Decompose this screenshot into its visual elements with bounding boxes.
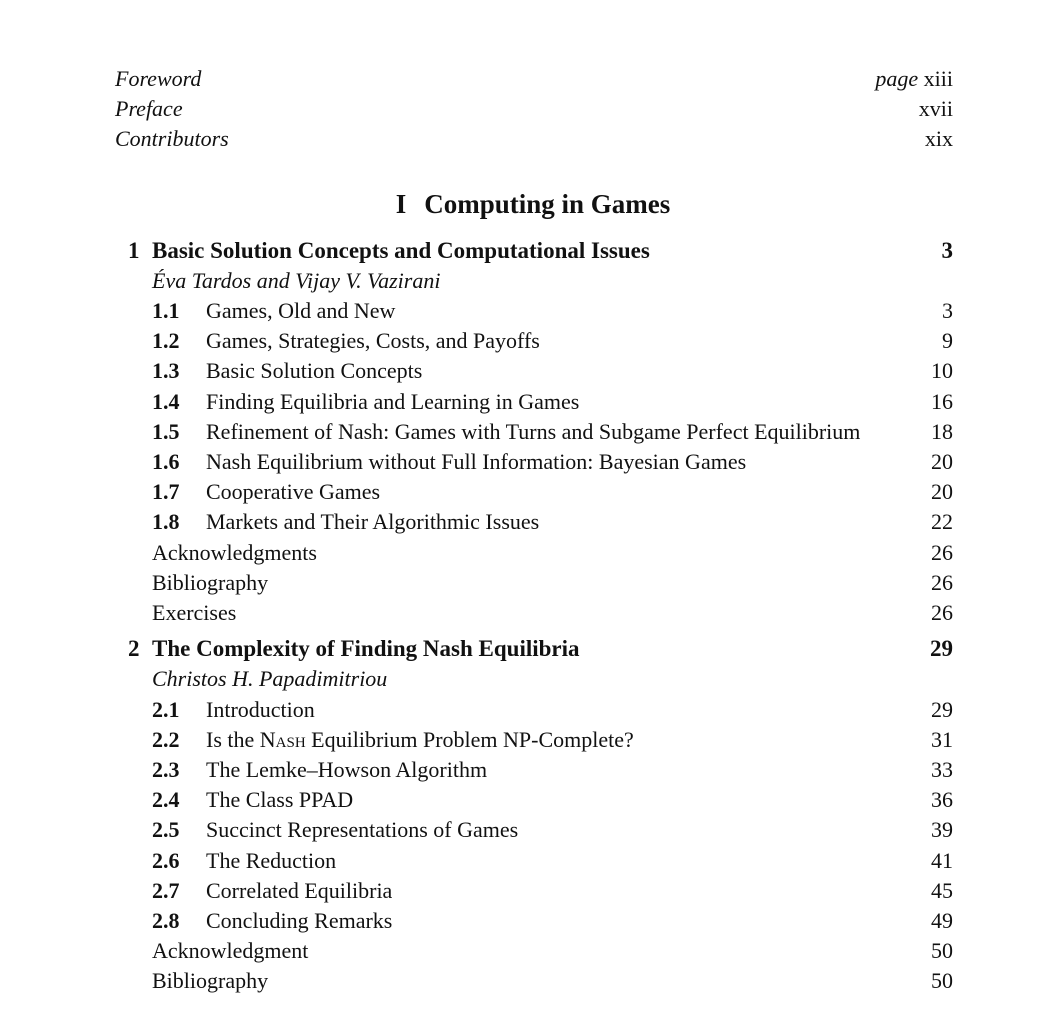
section-number: 1.6 — [152, 449, 180, 474]
toc-entry-preface[interactable] — [115, 94, 953, 124]
section-number: 2.5 — [152, 817, 180, 842]
section-page: 22 — [931, 509, 953, 534]
section-title: The Lemke–Howson Algorithm — [206, 757, 488, 782]
page-number: xvii — [918, 96, 953, 121]
toc-entry-foreword[interactable] — [115, 64, 953, 94]
section-number: 2.1 — [152, 697, 180, 722]
section-page: 49 — [931, 908, 953, 933]
section-title: Markets and Their Algorithmic Issues — [206, 509, 540, 534]
toc-section-2-3[interactable] — [152, 755, 953, 785]
section-page: 16 — [931, 389, 953, 414]
section-page: 20 — [931, 449, 953, 474]
entry-title: Acknowledgment — [152, 938, 309, 963]
section-title: Succinct Representations of Games — [206, 817, 519, 842]
toc-section-1-3[interactable] — [152, 356, 953, 386]
section-number: 1.7 — [152, 479, 180, 504]
entry-title: Exercises — [152, 600, 237, 625]
toc-entry-acknowledgments[interactable] — [152, 538, 953, 568]
title-smallcaps: Nash — [259, 727, 306, 752]
section-page: 10 — [931, 358, 953, 383]
entry-page: 50 — [931, 938, 953, 963]
toc-section-1-8[interactable] — [152, 507, 953, 537]
toc-chapter-2[interactable] — [128, 634, 953, 664]
section-title: Introduction — [206, 697, 315, 722]
section-title: Nash Equilibrium without Full Information: Bayesian Games — [206, 449, 747, 474]
section-title: Correlated Equilibria — [206, 878, 393, 903]
toc-entry-bibliography[interactable] — [152, 966, 953, 996]
section-number: 2.2 — [152, 727, 180, 752]
title-part: Is the — [206, 727, 260, 752]
section-number: 1.2 — [152, 328, 180, 353]
part-title: Computing in Games — [424, 189, 671, 219]
entry-title: Contributors — [115, 126, 229, 151]
chapter-number: 1 — [128, 238, 140, 263]
chapter-title: Basic Solution Concepts and Computational Issues — [152, 238, 650, 263]
section-number: 1.3 — [152, 358, 180, 383]
toc-section-1-5[interactable] — [152, 417, 953, 447]
section-number: 1.4 — [152, 389, 180, 414]
toc-section-2-1[interactable] — [152, 695, 953, 725]
entry-page: 26 — [931, 540, 953, 565]
section-number: 1.8 — [152, 509, 180, 534]
toc-section-1-7[interactable] — [152, 477, 953, 507]
entry-page: 26 — [931, 600, 953, 625]
entry-title: Acknowledgments — [152, 540, 317, 565]
section-page: 29 — [931, 697, 953, 722]
toc-section-2-4[interactable] — [152, 785, 953, 815]
toc-entry-contributors[interactable] — [115, 124, 953, 154]
entry-title: Preface — [115, 96, 183, 121]
toc-section-2-7[interactable] — [152, 876, 953, 906]
entry-page: 50 — [931, 968, 953, 993]
section-number: 2.6 — [152, 848, 180, 873]
section-title: Refinement of Nash: Games with Turns and Subgame Perfect Equilibrium — [206, 419, 861, 444]
section-title: Basic Solution Concepts — [206, 358, 423, 383]
entry-page — [875, 64, 953, 94]
section-page: 31 — [931, 727, 953, 752]
section-page: 33 — [931, 757, 953, 782]
title-part: Equilibrium Problem NP-Complete? — [305, 727, 634, 752]
chapter-authors: Éva Tardos and Vijay V. Vazirani — [152, 268, 441, 293]
entry-page: 26 — [931, 570, 953, 595]
toc-entry-bibliography[interactable] — [152, 568, 953, 598]
section-number: 2.4 — [152, 787, 180, 812]
chapter-title: The Complexity of Finding Nash Equilibria — [152, 636, 580, 661]
section-number: 2.7 — [152, 878, 180, 903]
section-title: Games, Strategies, Costs, and Payoffs — [206, 328, 540, 353]
section-number: 1.1 — [152, 298, 180, 323]
section-page: 20 — [931, 479, 953, 504]
section-number: 2.8 — [152, 908, 180, 933]
page-number: xiii — [923, 66, 953, 91]
toc-chapter-1[interactable] — [128, 236, 953, 266]
section-page: 41 — [931, 848, 953, 873]
entry-title: Bibliography — [152, 968, 269, 993]
toc-section-1-2[interactable] — [152, 326, 953, 356]
toc-entry-acknowledgment[interactable] — [152, 936, 953, 966]
section-title: Cooperative Games — [206, 479, 381, 504]
section-page: 36 — [931, 787, 953, 812]
toc-section-1-6[interactable] — [152, 447, 953, 477]
toc-section-2-5[interactable] — [152, 815, 953, 845]
toc-section-1-4[interactable] — [152, 387, 953, 417]
toc-section-2-6[interactable] — [152, 846, 953, 876]
section-title: Finding Equilibria and Learning in Games — [206, 389, 580, 414]
section-number: 1.5 — [152, 419, 180, 444]
entry-title: Bibliography — [152, 570, 269, 595]
section-title: The Class PPAD — [206, 787, 354, 812]
section-page: 9 — [942, 328, 953, 353]
section-title: The Reduction — [206, 848, 337, 873]
chapter-page: 29 — [930, 636, 953, 661]
chapter-page: 3 — [941, 238, 953, 263]
part-number: I — [395, 189, 407, 219]
section-title — [206, 725, 634, 755]
chapter-authors: Christos H. Papadimitriou — [152, 666, 388, 691]
section-page: 39 — [931, 817, 953, 842]
section-title: Games, Old and New — [206, 298, 396, 323]
entry-title: Foreword — [115, 66, 202, 91]
section-page: 3 — [942, 298, 953, 323]
toc-entry-exercises[interactable] — [152, 598, 953, 628]
toc-section-2-8[interactable] — [152, 906, 953, 936]
section-title: Concluding Remarks — [206, 908, 393, 933]
toc-section-2-2[interactable] — [152, 725, 953, 755]
toc-section-1-1[interactable] — [152, 296, 953, 326]
page-number: xix — [924, 126, 953, 151]
section-number: 2.3 — [152, 757, 180, 782]
section-page: 45 — [931, 878, 953, 903]
part-heading — [0, 186, 1044, 222]
page-prefix: page — [875, 66, 919, 91]
chapter-number: 2 — [128, 636, 140, 661]
section-page: 18 — [931, 419, 953, 444]
